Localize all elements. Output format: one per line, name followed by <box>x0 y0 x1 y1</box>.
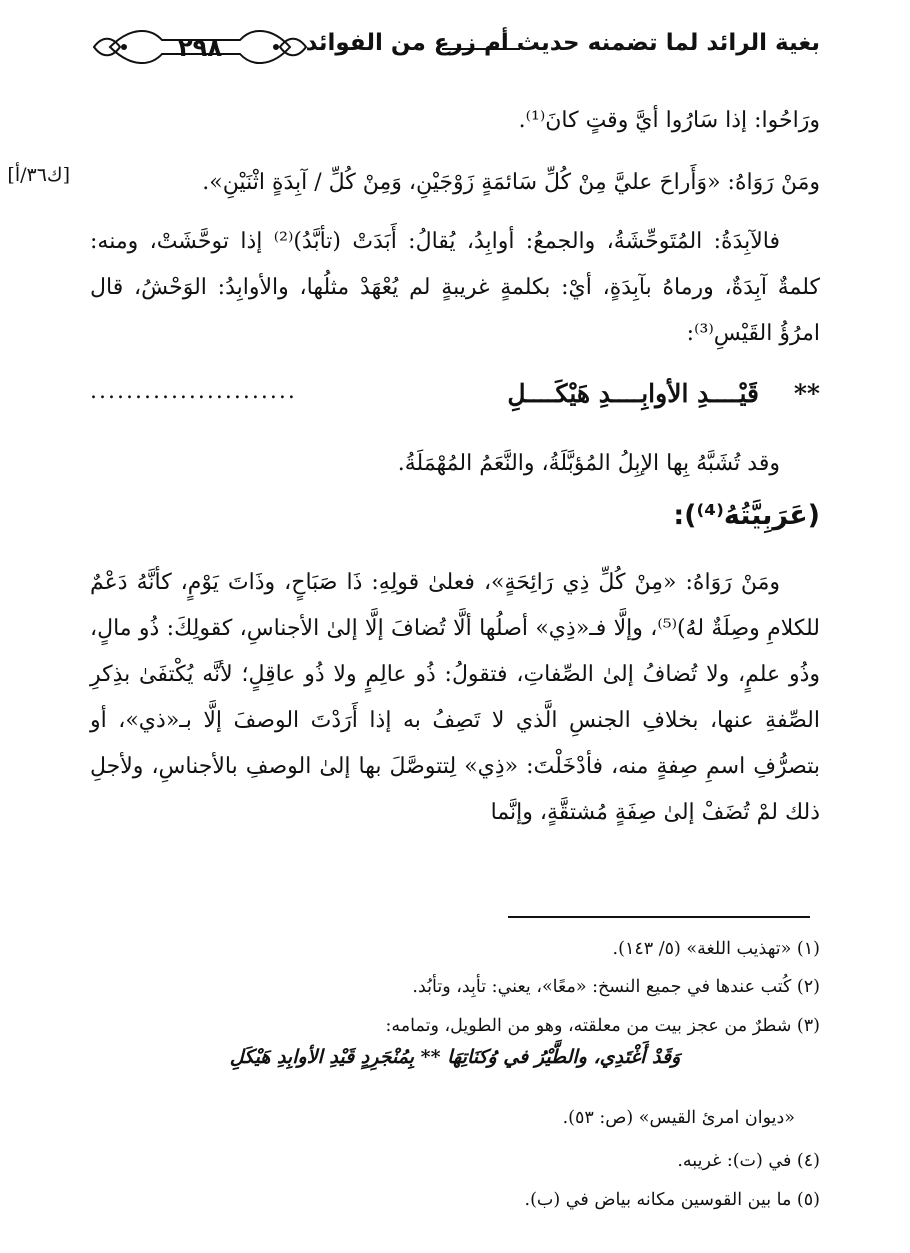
footnote-3-source: «ديوان امرئ القيس» (ص: ٥٣). <box>562 1108 795 1128</box>
paragraph-1: ورَاحُوا: إذا سَارُوا أيَّ وقتٍ كانَ⁽¹⁾. <box>518 108 820 133</box>
running-title: بغية الرائد لما تضمنه حديث أم زرع من الفوائد <box>305 30 820 56</box>
footnote-rule <box>508 916 810 918</box>
paragraph-2: ومَنْ رَوَاهُ: «وَأَراحَ عليَّ مِنْ كُلِّ سَائمَةٍ زَوْجَيْنِ، وَمِنْ كُلِّ / آبِدَةٍ اثْنَيْنِ». <box>202 170 820 195</box>
verse-omission-dots: ....................... <box>90 379 297 404</box>
paragraph-3: فالآبِدَةُ: المُتَوحِّشَةُ، والجمعُ: أوابِدُ، يُقالُ: أَبَدَتْ (تأبَّدُ)⁽²⁾ إذا توحَّشَتْ، ومنه: كلمةٌ آبِدَةٌ، ورماهُ بآبِدَةٍ، أيْ: بكلمةٍ غريبةٍ لم يُعْهَدْ مثلُها، والأوابِدُ: الوَحْشُ، قال امرُؤُ القَيْسِ⁽³⁾: <box>90 229 820 346</box>
footnote-5: (٥) ما بين القوسين مكانه بياض في (ب). <box>524 1190 820 1210</box>
page-number: ٢٩٨ <box>178 34 222 62</box>
verse-words: قَيْــــدِ الأوابِــــدِ هَيْكَــــلِ <box>507 379 760 408</box>
manuscript-folio-ref: [ك٣٦/أ] <box>7 164 70 186</box>
footnote-3: (٣) شطرٌ من عجز بيت من معلقته، وهو من الطويل، وتمامه: <box>385 1016 820 1036</box>
footnote-verse: وَقَدْ أَغْتَدِي، والطَّيْرُ في وُكنَاتِهَا ** بِمُنْجَرِدٍ قَيْدِ الأوابِدِ هَيْكَلِ <box>229 1046 681 1068</box>
footnote-2: (٢) كُتب عندها في جميع النسخ: «معًا»، يعني: تأبِد، وتأبُد. <box>412 977 820 997</box>
paragraph-after-verse: وقد تُشَبَّهُ بِها الإبِلُ المُؤبَّلَةُ، والنَّعَمُ المُهْمَلَةُ. <box>397 451 780 476</box>
verse-text <box>507 379 820 408</box>
running-header <box>90 22 820 72</box>
final-paragraph: ومَنْ رَوَاهُ: «مِنْ كُلِّ ذِي رَائِحَةٍ»، فعلىٰ قولِهِ: ذَا صَبَاحٍ، وذَاتَ يَوْمٍ، كأنَّهُ دَعْمٌ للكلامِ وصِلَةٌ لهُ)⁽⁵⁾، وإلَّا فـ«ذِي» أصلُها ألَّا تُضافَ إلَّا إلىٰ الأجناسِ، كقولِكَ: ذُو مالٍ، وذُو علمٍ، ولا تُضافُ إلىٰ الصِّفاتِ، فتقولُ: ذُو عالِمٍ ولا ذُو عاقِلٍ؛ لأنَّه يُكْتفَىٰ بذِكرِ الصِّفةِ عنها، بخلافِ الجنسِ الَّذي لا تَصِفُ به إذا أَرَدْتَ الوصفَ إلَّا بـ«ذي»، أو بتصرُّفِ اسمِ صِفةٍ منه، فأدْخَلْتَ: «ذِي» لِتتوصَّلَ بها إلىٰ الوصفِ بالأجناسِ، ولأجلِ ذلك لمْ تُضَفْ إلىٰ صِفَةٍ مُشتقَّةٍ، وإنَّما <box>90 570 820 825</box>
section-heading: (عَرَبِيَّتُهُ⁽⁴⁾): <box>673 500 820 531</box>
verse-hemistich <box>90 379 820 419</box>
footnote-1: (١) «تهذيب اللغة» (٥/ ١٤٣). <box>612 939 820 959</box>
verse-separator: ** <box>793 379 820 408</box>
footnote-4: (٤) في (ت): غريبه. <box>677 1151 820 1171</box>
